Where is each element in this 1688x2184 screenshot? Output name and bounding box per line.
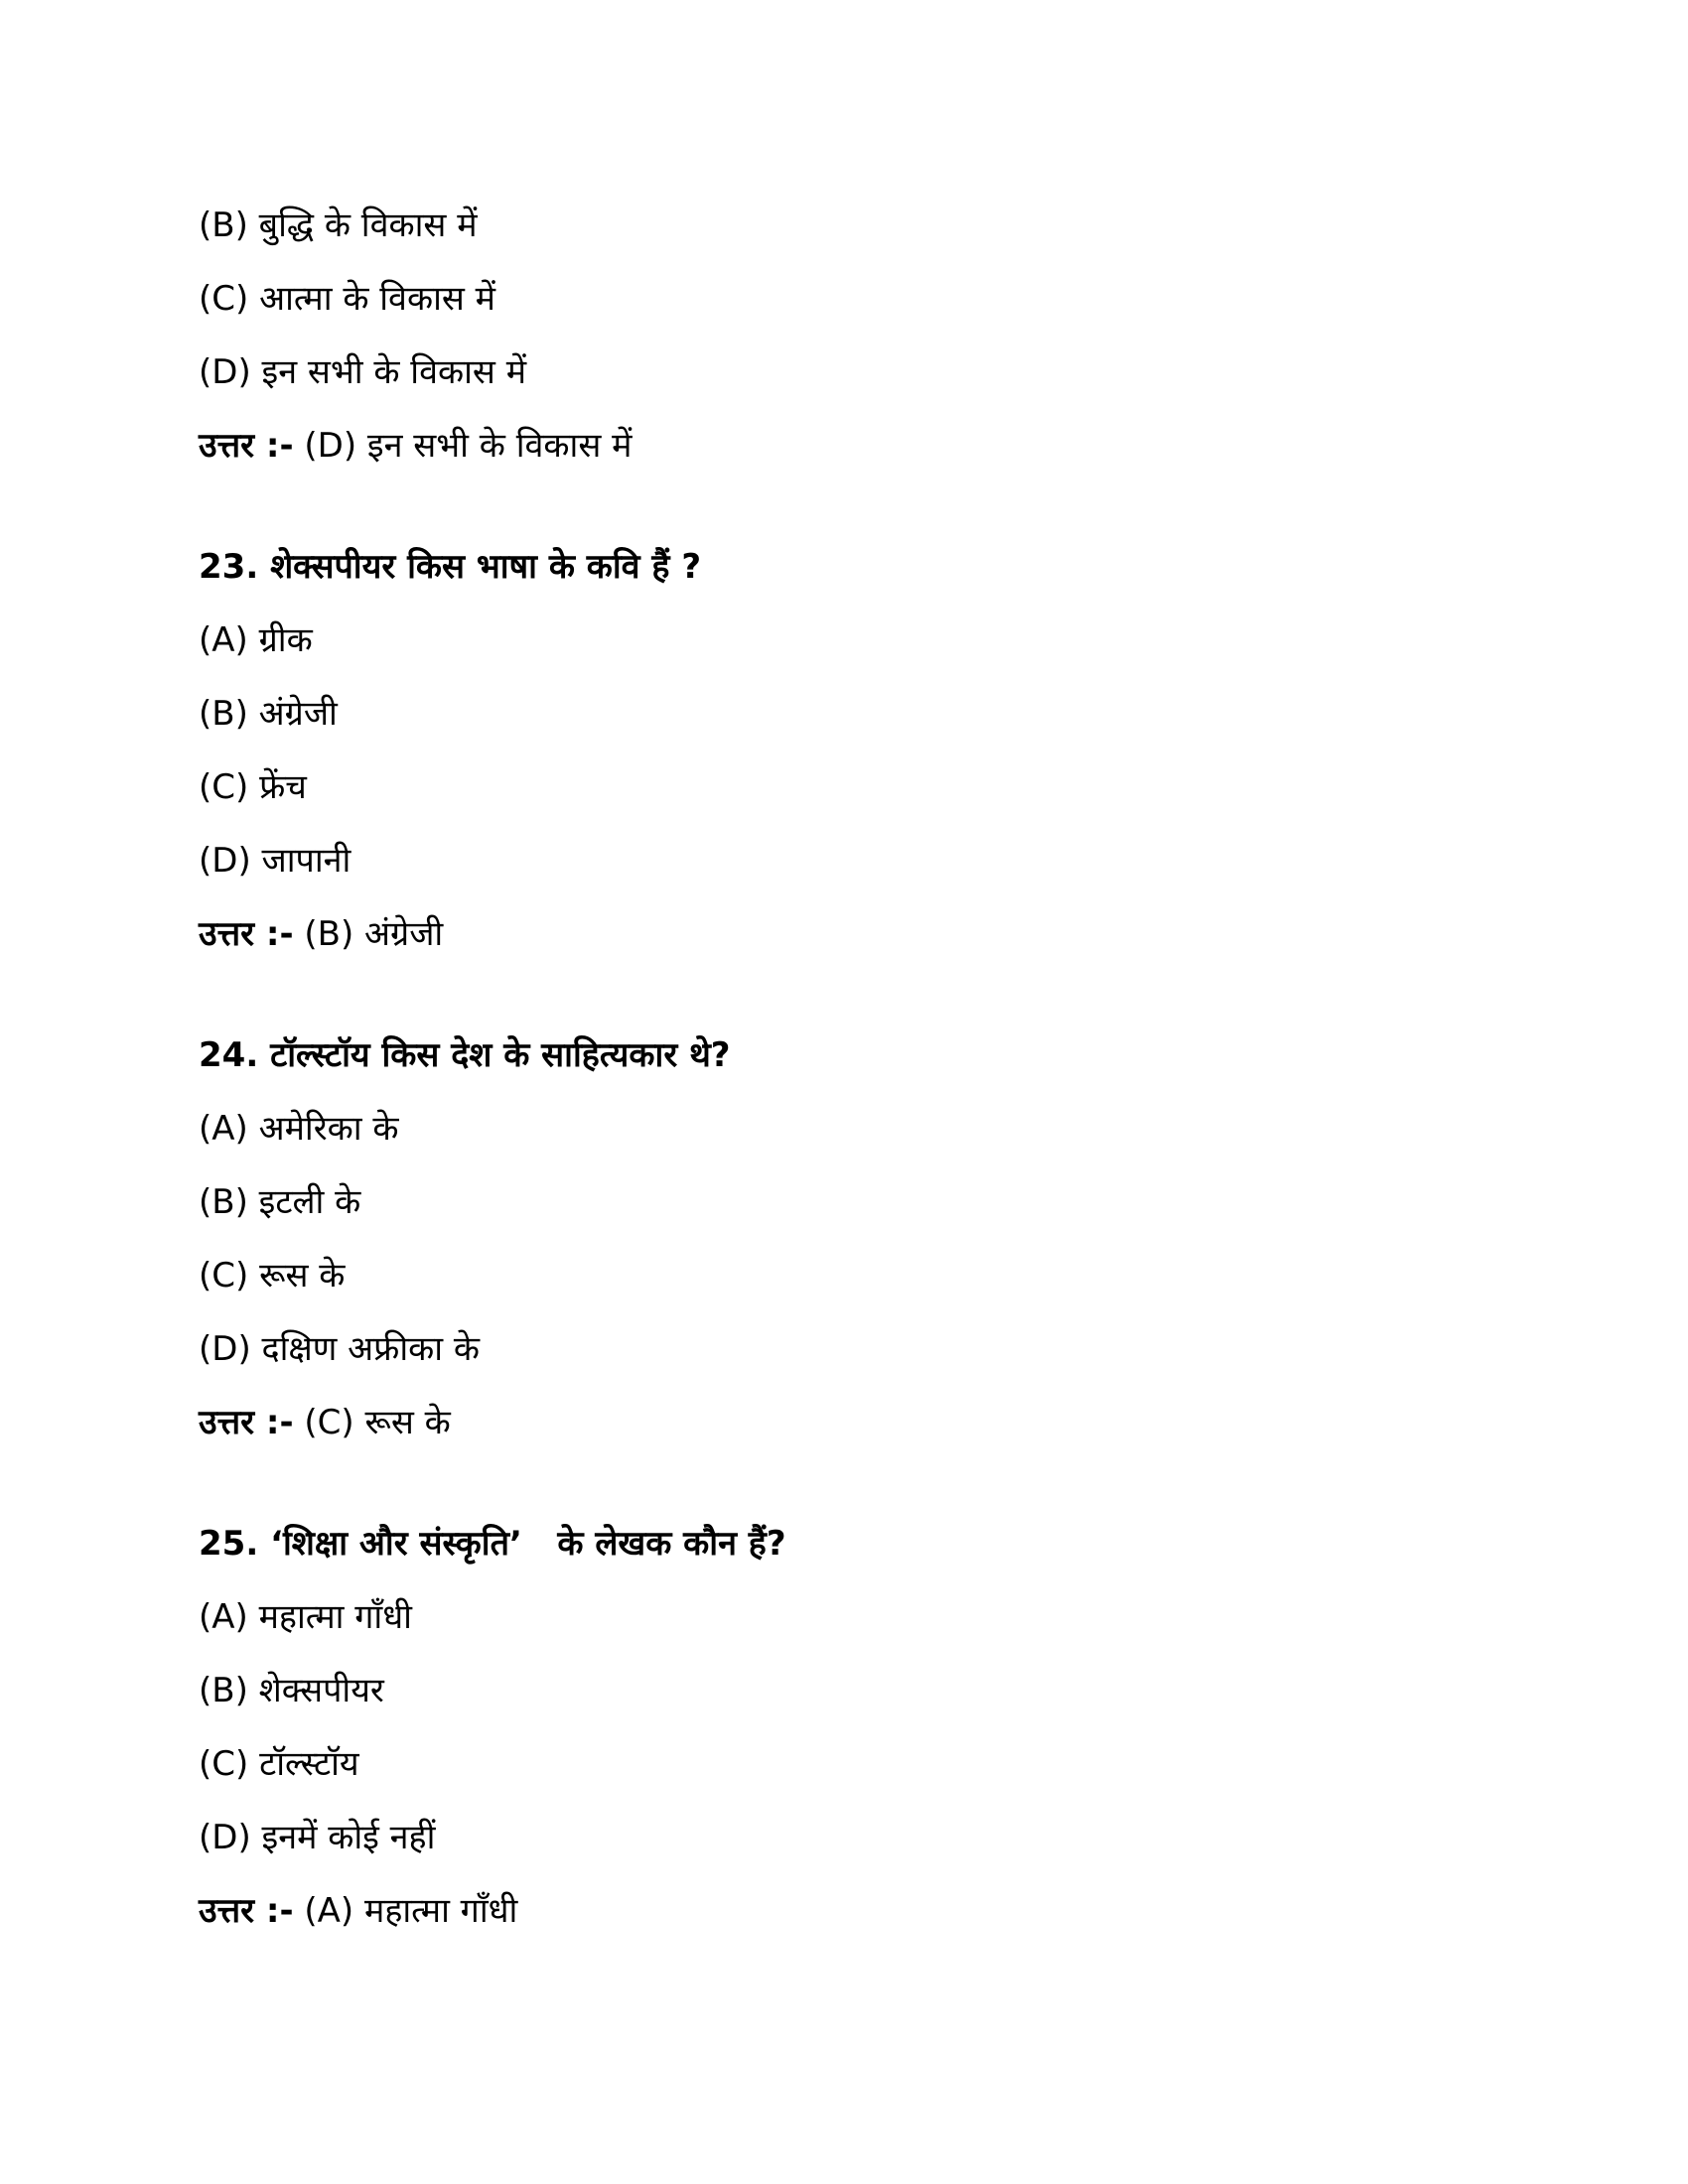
option-b: (B) अंग्रेजी (199, 694, 338, 734)
document-page (199, 189, 1489, 1948)
option-a: (A) महात्मा गाँधी (199, 1597, 412, 1637)
answer-line (199, 1874, 1489, 1948)
answer-label: उत्तर :- (199, 914, 294, 954)
question-text: 23. शेक्सपीयर किस भाषा के कवि हैं ? (199, 547, 702, 587)
option-c: (C) रूस के (199, 1256, 346, 1296)
question-25 (199, 1507, 1489, 1948)
answer-value: (C) रूस के (304, 1403, 451, 1442)
option-c: (C) टॉल्स्टॉय (199, 1744, 359, 1784)
answer-label: उत्तर :- (199, 1891, 294, 1931)
option-d: (D) इनमें कोई नहीं (199, 1818, 436, 1857)
answer-value: (A) महात्मा गाँधी (304, 1891, 518, 1931)
answer-label: उत्तर :- (199, 426, 294, 466)
option-a: (A) ग्रीक (199, 620, 313, 660)
option-a: (A) अमेरिका के (199, 1109, 399, 1149)
option-c: (C) आत्मा के विकास में (199, 279, 495, 319)
option-d: (D) जापानी (199, 841, 352, 881)
answer-line (199, 409, 1489, 482)
option-b: (B) बुद्धि के विकास में (199, 205, 478, 245)
answer-line (199, 897, 1489, 971)
option-d: (D) इन सभी के विकास में (199, 352, 527, 392)
answer-line (199, 1386, 1489, 1459)
option-b: (B) इटली के (199, 1182, 361, 1222)
option-c: (C) फ्रेंच (199, 767, 307, 807)
option-b: (B) शेक्सपीयर (199, 1671, 384, 1710)
question-23 (199, 530, 1489, 971)
answer-label: उत्तर :- (199, 1403, 294, 1442)
question-text: 25. ‘शिक्षा और संस्कृति’ के लेखक कौन हैं? (199, 1524, 786, 1564)
option-d: (D) दक्षिण अफ्रीका के (199, 1329, 480, 1369)
question-text: 24. टॉल्स्टॉय किस देश के साहित्यकार थे? (199, 1035, 731, 1075)
question-24 (199, 1019, 1489, 1459)
question-22-continuation (199, 189, 1489, 482)
answer-value: (D) इन सभी के विकास में (304, 426, 633, 466)
answer-value: (B) अंग्रेजी (304, 914, 444, 954)
